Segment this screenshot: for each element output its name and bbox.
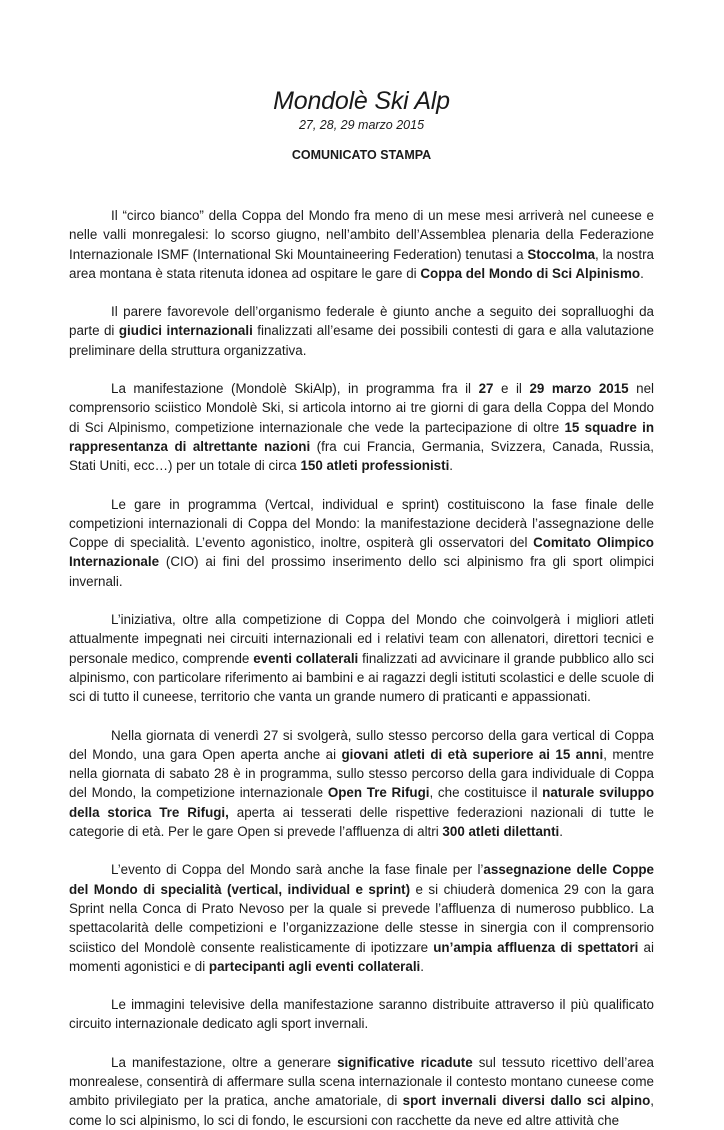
bold-text: assegnazione delle Coppe del Mondo di specialità (vertical, individual e sprint) xyxy=(69,862,654,897)
bold-text: giudici internazionali xyxy=(118,323,253,339)
text-run: Le immagini televisive della manifestazione saranno distribuite attraverso il più qualificato circuito internazionale dedicato agli sport invernali. xyxy=(69,997,654,1032)
text-run: finalizzati all’esame dei possibili contesti di gara e alla valutazione preliminare della struttura organizzativa. xyxy=(69,323,654,358)
bold-text: Comitato Olimpico Internazionale xyxy=(69,535,654,570)
text-run: nel comprensorio sciistico Mondolè Ski, si articola intorno ai tre giorni di gara della Coppa del Mondo di Sci Alpinismo, competizione internazionale che vede la partecipazione di oltre xyxy=(69,381,654,435)
bold-text: 27 xyxy=(478,381,494,397)
text-run: Le gare in programma (Vertcal, individual e sprint) costituiscono la fase finale delle competizioni internazionali di Coppa del Mondo: la manifestazione deciderà l’assegnazione delle Coppe di specialità. L’evento agonistico, inoltre, ospiterà gli osservatori del xyxy=(69,496,654,551)
text-run: Nella giornata di venerdì 27 si svolgerà, sullo stesso percorso della gara vertical di Coppa del Mondo, una gara Open aperta anche ai xyxy=(69,727,654,762)
text-run: (CIO) ai fini del prossimo inserimento dello sci alpinismo fra gli sport olimpici invernali. xyxy=(69,554,654,589)
text-run: La manifestazione (Mondolè SkiAlp), in programma fra il xyxy=(111,381,479,397)
bold-text: 15 squadre in rappresentanza di altrettante nazioni xyxy=(69,419,654,454)
paragraph xyxy=(69,206,654,283)
text-run: e il xyxy=(493,381,530,397)
text-run: L’evento di Coppa del Mondo sarà anche la fase finale per l’ xyxy=(111,862,484,878)
text-run: Il parere favorevole dell’organismo federale è giunto anche a seguito dei sopralluoghi da parte di xyxy=(69,304,654,339)
bold-text: Open Tre Rifugi xyxy=(327,785,430,801)
paragraph xyxy=(69,1053,654,1130)
bold-text: significative ricadute xyxy=(337,1054,473,1070)
paragraph xyxy=(69,726,654,842)
bold-text: 29 marzo 2015 xyxy=(529,381,629,397)
bold-text: eventi collaterali xyxy=(253,650,359,666)
text-run: Il “circo bianco” della Coppa del Mondo fra meno di un mese mesi arriverà nel cuneese e nelle valli monregalesi: lo scorso giugno, nell’ambito dell’Assemblea plenaria della Federazione Internazionale ISMF (International Ski Mountaineering Federation) tenutasi a xyxy=(69,208,654,262)
text-run: (fra cui Francia, Germania, Svizzera, Canada, Russia, Stati Uniti, ecc…) per un totale di circa xyxy=(69,438,654,474)
text-run: . xyxy=(640,265,644,281)
document-body xyxy=(69,206,654,1130)
text-run: sul tessuto ricettivo dell’area monrealese, consentirà di affermare sulla scena internazionale il contesto montano cuneese come ambito privilegiato per la pratica, anche amatoriale, di xyxy=(69,1054,654,1109)
paragraph xyxy=(69,860,654,976)
text-run: finalizzati ad avvicinare il grande pubblico allo sci alpinismo, con particolare riferimento ai bambini e ai ragazzi degli istituti scolastici e delle scuole di sci di tutto il cuneese, territorio che vanta un grande numero di praticanti e appassionati. xyxy=(69,650,654,705)
bold-text: 150 atleti professionisti xyxy=(300,458,450,474)
paragraph xyxy=(69,995,654,1034)
text-run: aperta ai tesserati delle rispettive federazioni nazionali di tutte le categorie di età. Per le gare Open si prevede l’affluenza di altri xyxy=(69,804,654,840)
text-run: e si chiuderà domenica 29 con la gara Sprint nella Conca di Prato Nevoso per la quale si prevede l’affluenza di numeroso pubblico. La spettacolarità delle competizioni e l’organizzazione delle stesse in sinergia con il comprensorio sciistico del Mondolè consente realisticamente di ipotizzare xyxy=(69,881,655,955)
bold-text: naturale sviluppo della storica Tre Rifugi, xyxy=(69,785,654,820)
text-run: La manifestazione, oltre a generare xyxy=(111,1054,338,1070)
document-page xyxy=(0,86,724,1128)
bold-text: partecipanti agli eventi collaterali xyxy=(208,958,421,974)
text-run: , che costituisce il xyxy=(429,785,543,801)
event-dates: 27, 28, 29 marzo 2015 xyxy=(298,118,425,132)
document-title: Mondolè Ski Alp xyxy=(273,87,450,115)
bold-text: 300 atleti dilettanti xyxy=(442,824,560,840)
bold-text: sport invernali diversi dallo sci alpino xyxy=(402,1093,651,1109)
text-run: ai momenti agonistici e di xyxy=(69,939,654,974)
paragraph xyxy=(69,495,654,591)
bold-text: Coppa del Mondo di Sci Alpinismo xyxy=(420,265,641,281)
text-run: . xyxy=(449,458,454,474)
text-run: . xyxy=(420,958,425,974)
bold-text: giovani atleti di età superiore ai 15 anni xyxy=(341,746,604,762)
paragraph xyxy=(69,379,654,475)
paragraph xyxy=(69,610,654,706)
text-run: , mentre nella giornata di sabato 28 è in programma, sullo stesso percorso della gara individuale di Coppa del Mondo, la competizione internazionale xyxy=(69,746,654,801)
press-release-label: COMUNICATO STAMPA xyxy=(291,148,432,162)
text-run: L’iniziativa, oltre alla competizione di Coppa del Mondo che coinvolgerà i migliori atleti attualmente impegnati nei circuiti internazionali ed i relativi team con allenatori, direttori tecnici e personale medico, comprende xyxy=(69,612,654,666)
bold-text: Stoccolma xyxy=(527,246,596,262)
paragraph xyxy=(69,302,654,360)
text-run: , la nostra area montana è stata ritenuta idonea ad ospitare le gare di xyxy=(69,246,654,281)
text-run: . xyxy=(559,824,563,840)
text-run: , come lo sci alpinismo, lo sci di fondo, le escursioni con racchette da neve ed altre attività che xyxy=(69,1093,654,1128)
bold-text: un’ampia affluenza di spettatori xyxy=(433,939,639,955)
